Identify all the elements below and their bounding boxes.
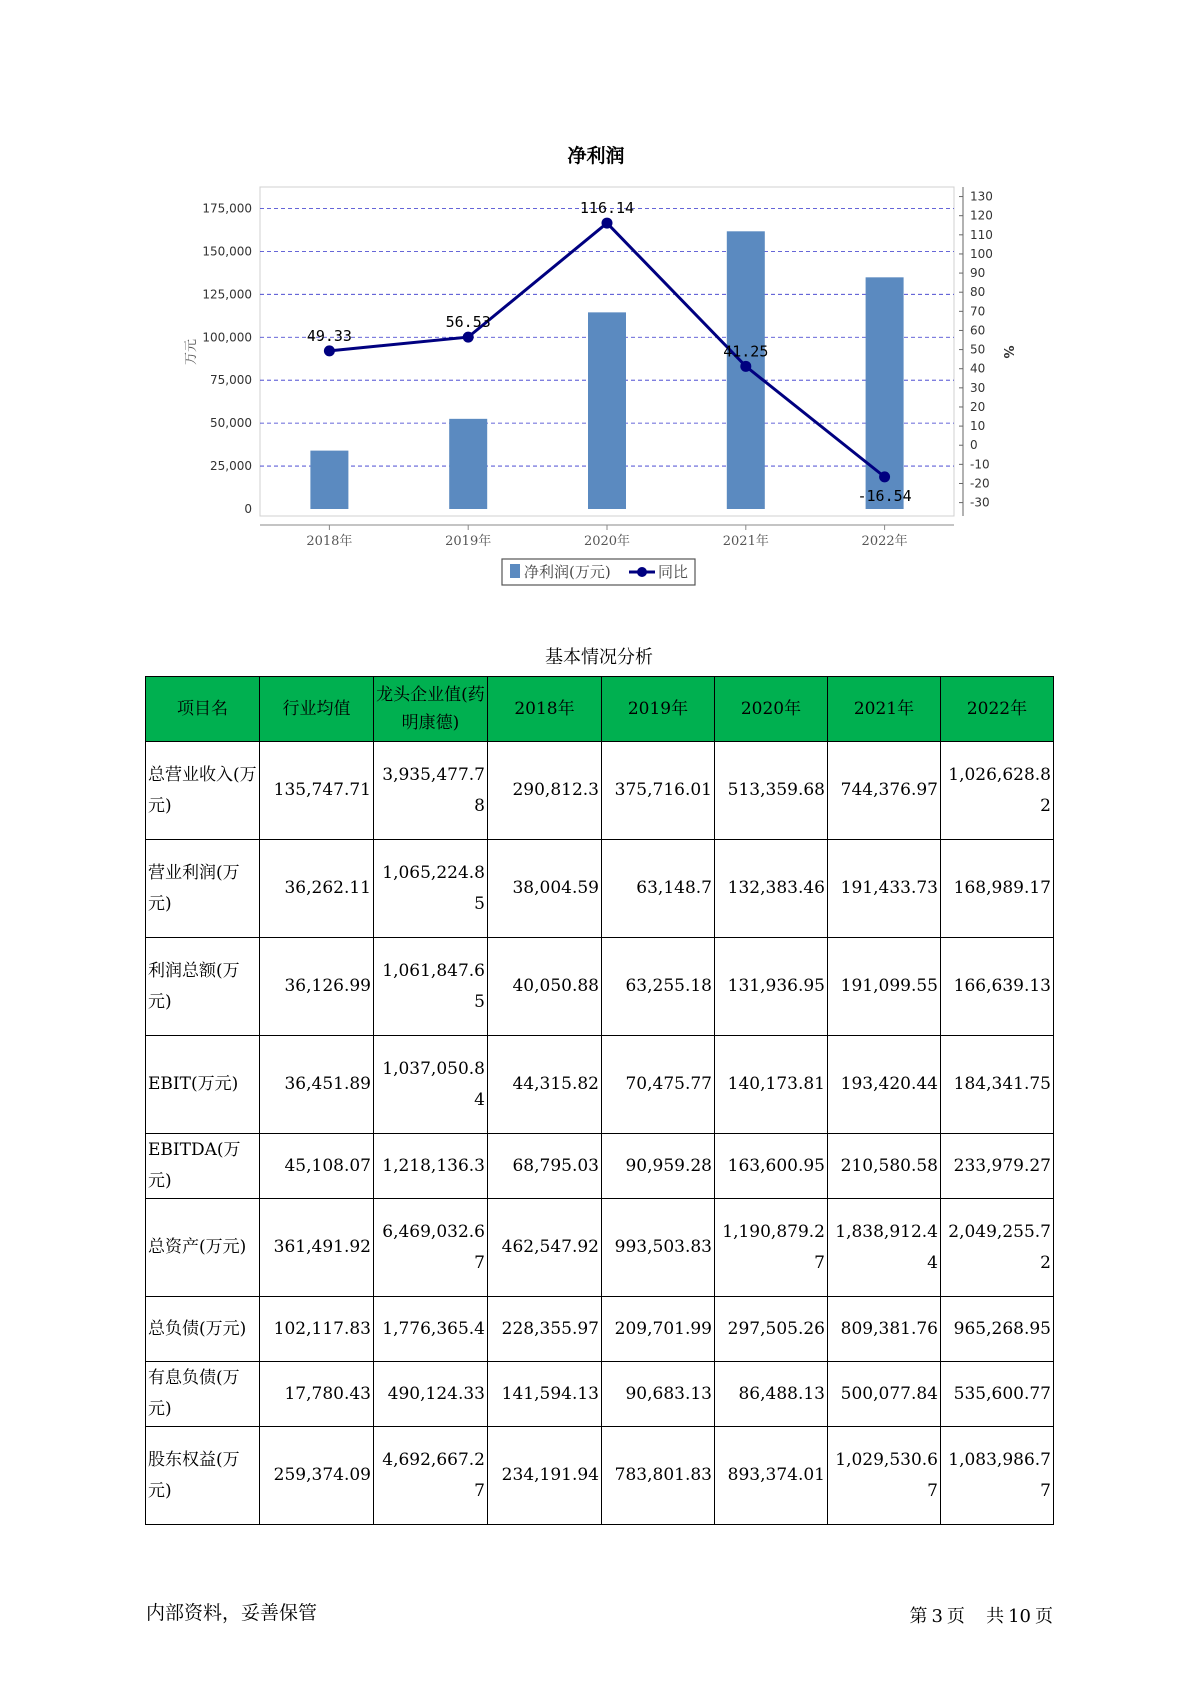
- table-row: [146, 1427, 1054, 1525]
- total-unit: 页: [1035, 1606, 1053, 1627]
- table-cell: 4,692,667.27: [374, 1427, 488, 1525]
- table-cell: 163,600.95: [715, 1134, 828, 1199]
- legend-line-marker: [637, 567, 647, 577]
- row-label-cell: 总资产(万元): [146, 1199, 260, 1297]
- table-cell: 210,580.58: [828, 1134, 941, 1199]
- left-tick-label: 25,000: [210, 459, 252, 474]
- table-cell: 17,780.43: [260, 1362, 374, 1427]
- yoy-data-label: 41.25: [723, 342, 769, 361]
- left-tick-label: 175,000: [202, 201, 252, 216]
- row-label-cell: EBIT(万元): [146, 1036, 260, 1134]
- right-tick-label: 70: [970, 304, 986, 319]
- left-tick-label: 0: [244, 502, 252, 516]
- table-cell: 1,190,879.27: [715, 1199, 828, 1297]
- table-header-cell: 2022年: [941, 677, 1054, 742]
- yoy-point: [740, 361, 751, 372]
- net-profit-chart: [0, 0, 1191, 600]
- table-cell: 462,547.92: [488, 1199, 602, 1297]
- left-tick-label: 100,000: [202, 330, 252, 345]
- table-cell: 513,359.68: [715, 742, 828, 840]
- net-profit-bar: [449, 419, 487, 509]
- left-tick-label: 125,000: [202, 287, 252, 302]
- footer-page-info: [907, 1602, 1055, 1628]
- table-cell: 102,117.83: [260, 1297, 374, 1362]
- table-cell: 166,639.13: [941, 938, 1054, 1036]
- row-label-cell: 利润总额(万元): [146, 938, 260, 1036]
- table-cell: 297,505.26: [715, 1297, 828, 1362]
- table-header-cell: 龙头企业值(药明康德): [374, 677, 488, 742]
- table-header-cell: 2019年: [602, 677, 715, 742]
- row-label-cell: EBITDA(万元): [146, 1134, 260, 1199]
- right-tick-label: 130: [970, 189, 993, 204]
- table-cell: 70,475.77: [602, 1036, 715, 1134]
- table-row: [146, 742, 1054, 840]
- yoy-point: [324, 345, 335, 356]
- y-right-axis-label: %: [1000, 345, 1015, 359]
- x-tick-label: 2020年: [583, 534, 631, 549]
- table-cell: 63,255.18: [602, 938, 715, 1036]
- right-tick-label: -20: [970, 476, 990, 491]
- total-prefix: 共: [986, 1606, 1005, 1627]
- table-cell: 233,979.27: [941, 1134, 1054, 1199]
- right-tick-label: 80: [970, 285, 986, 300]
- table-cell: 90,683.13: [602, 1362, 715, 1427]
- table-cell: 141,594.13: [488, 1362, 602, 1427]
- table-cell: 290,812.3: [488, 742, 602, 840]
- left-tick-label: 75,000: [210, 373, 252, 388]
- right-tick-label: -30: [970, 495, 990, 510]
- page-prefix: 第: [909, 1606, 928, 1627]
- yoy-point: [463, 332, 474, 343]
- table-cell: 993,503.83: [602, 1199, 715, 1297]
- table-row: [146, 938, 1054, 1036]
- yoy-data-label: 116.14: [579, 199, 635, 218]
- table-cell: 140,173.81: [715, 1036, 828, 1134]
- table-cell: 191,099.55: [828, 938, 941, 1036]
- right-tick-label: 50: [970, 342, 986, 357]
- x-tick-label: 2018年: [306, 534, 353, 549]
- left-tick-label: 150,000: [202, 244, 252, 259]
- table-cell: 68,795.03: [488, 1134, 602, 1199]
- net-profit-bar: [588, 312, 626, 509]
- table-cell: 36,451.89: [260, 1036, 374, 1134]
- table-cell: 1,026,628.82: [941, 742, 1054, 840]
- row-label-cell: 有息负债(万元): [146, 1362, 260, 1427]
- table-cell: 1,083,986.77: [941, 1427, 1054, 1525]
- table-cell: 965,268.95: [941, 1297, 1054, 1362]
- table-cell: 259,374.09: [260, 1427, 374, 1525]
- table-cell: 45,108.07: [260, 1134, 374, 1199]
- table-header-cell: 2018年: [488, 677, 602, 742]
- net-profit-bar: [310, 451, 348, 509]
- table-row: [146, 1199, 1054, 1297]
- table-cell: 809,381.76: [828, 1297, 941, 1362]
- x-tick-label: 2022年: [861, 534, 908, 549]
- table-cell: 490,124.33: [374, 1362, 488, 1427]
- table-cell: 131,936.95: [715, 938, 828, 1036]
- total-pages: 10: [1008, 1606, 1031, 1627]
- legend-bar-swatch: [510, 564, 520, 578]
- yoy-point: [879, 471, 890, 482]
- left-tick-label: 50,000: [210, 416, 252, 431]
- table-row: [146, 1036, 1054, 1134]
- table-cell: 234,191.94: [488, 1427, 602, 1525]
- table-row: [146, 1297, 1054, 1362]
- table-cell: 783,801.83: [602, 1427, 715, 1525]
- table-cell: 135,747.71: [260, 742, 374, 840]
- table-cell: 361,491.92: [260, 1199, 374, 1297]
- table-header-cell: 2020年: [715, 677, 828, 742]
- table-cell: 744,376.97: [828, 742, 941, 840]
- legend-line-label: 同比: [658, 563, 689, 581]
- table-caption: 基本情况分析: [545, 647, 653, 668]
- table-cell: 893,374.01: [715, 1427, 828, 1525]
- right-axis: [959, 187, 993, 516]
- right-tick-label: 110: [970, 227, 993, 242]
- page-number: 3: [931, 1606, 943, 1627]
- table-cell: 36,126.99: [260, 938, 374, 1036]
- table-header-cell: 行业均值: [260, 677, 374, 742]
- table-cell: 44,315.82: [488, 1036, 602, 1134]
- yoy-data-label: 56.53: [445, 313, 491, 332]
- table-cell: 228,355.97: [488, 1297, 602, 1362]
- row-label-cell: 总负债(万元): [146, 1297, 260, 1362]
- right-tick-label: 10: [970, 419, 986, 434]
- table-row: [146, 840, 1054, 938]
- y-left-axis-label: 万元: [184, 338, 199, 366]
- right-tick-label: 0: [970, 438, 978, 453]
- legend-bar-label: 净利润(万元): [524, 563, 611, 581]
- table-cell: 1,029,530.67: [828, 1427, 941, 1525]
- table-cell: 40,050.88: [488, 938, 602, 1036]
- table-header-cell: 项目名: [146, 677, 260, 742]
- table-cell: 63,148.7: [602, 840, 715, 938]
- right-tick-label: 120: [970, 208, 993, 223]
- page-unit: 页: [946, 1606, 965, 1627]
- right-tick-label: 100: [970, 246, 993, 261]
- x-tick-label: 2019年: [445, 534, 492, 549]
- table-cell: 132,383.46: [715, 840, 828, 938]
- table-cell: 1,037,050.84: [374, 1036, 488, 1134]
- right-tick-label: -10: [970, 457, 990, 472]
- yoy-data-label: -16.54: [857, 486, 912, 505]
- table-cell: 193,420.44: [828, 1036, 941, 1134]
- row-label-cell: 总营业收入(万元): [146, 742, 260, 840]
- table-cell: 184,341.75: [941, 1036, 1054, 1134]
- table-header-cell: 2021年: [828, 677, 941, 742]
- table-cell: 1,061,847.65: [374, 938, 488, 1036]
- yoy-point: [602, 218, 613, 229]
- table-cell: 1,838,912.44: [828, 1199, 941, 1297]
- table-cell: 38,004.59: [488, 840, 602, 938]
- basic-analysis-table: [145, 676, 1054, 1525]
- row-label-cell: 营业利润(万元): [146, 840, 260, 938]
- x-tick-label: 2021年: [722, 534, 769, 549]
- x-axis: [260, 525, 954, 549]
- table-header-row: [146, 677, 1054, 742]
- table-cell: 86,488.13: [715, 1362, 828, 1427]
- chart-title: 净利润: [567, 145, 625, 167]
- right-tick-label: 90: [970, 266, 986, 281]
- right-tick-label: 40: [970, 361, 986, 376]
- yoy-data-label: 49.33: [306, 326, 352, 345]
- table-row: [146, 1362, 1054, 1427]
- table-cell: 2,049,255.72: [941, 1199, 1054, 1297]
- right-tick-label: 30: [970, 380, 986, 395]
- table-cell: 6,469,032.67: [374, 1199, 488, 1297]
- table-cell: 90,959.28: [602, 1134, 715, 1199]
- chart-legend: [502, 559, 695, 585]
- table-cell: 209,701.99: [602, 1297, 715, 1362]
- table-cell: 168,989.17: [941, 840, 1054, 938]
- table-cell: 1,218,136.3: [374, 1134, 488, 1199]
- row-label-cell: 股东权益(万元): [146, 1427, 260, 1525]
- table-cell: 535,600.77: [941, 1362, 1054, 1427]
- table-cell: 36,262.11: [260, 840, 374, 938]
- table-cell: 1,065,224.85: [374, 840, 488, 938]
- table-row: [146, 1134, 1054, 1199]
- table-cell: 1,776,365.4: [374, 1297, 488, 1362]
- table-cell: 375,716.01: [602, 742, 715, 840]
- left-axis: [202, 201, 252, 516]
- right-tick-label: 60: [970, 323, 986, 338]
- table-cell: 191,433.73: [828, 840, 941, 938]
- right-tick-label: 20: [970, 399, 986, 414]
- table-cell: 500,077.84: [828, 1362, 941, 1427]
- footer-confidential-note: 内部资料，妥善保管: [146, 1602, 318, 1624]
- table-cell: 3,935,477.78: [374, 742, 488, 840]
